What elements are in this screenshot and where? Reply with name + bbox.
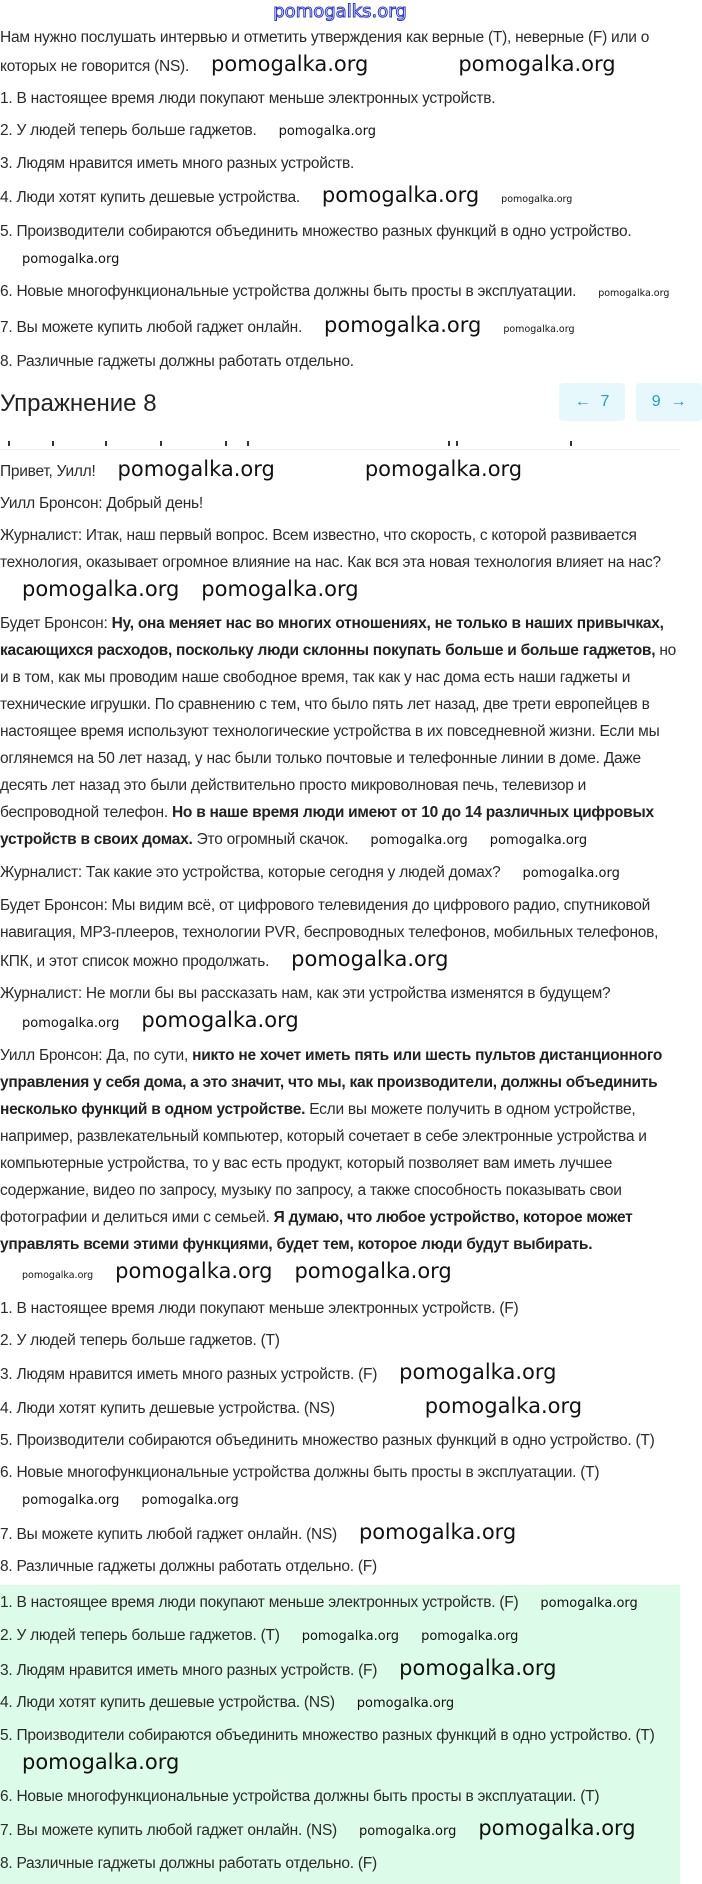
answer-text: 2. У людей теперь больше гаджетов. (T): [0, 1627, 280, 1644]
watermark-text: pomogalka.org: [22, 1750, 180, 1774]
interview-paragraph: [0, 859, 676, 887]
interview-paragraph: [0, 980, 676, 1037]
watermark-text: pomogalka.org: [370, 833, 468, 848]
statement: [0, 312, 676, 343]
watermark-text: pomogalka.org: [301, 1629, 400, 1644]
answer-text: 3. Людям нравится иметь много разных устройств. (F): [0, 1662, 378, 1679]
answer-text: 4. Люди хотят купить дешевые устройства. (NS): [0, 1400, 335, 1417]
answer-text: 3. Людям нравится иметь много разных устройств. (F): [0, 1366, 378, 1383]
watermark-text: pomogalka.org: [141, 1008, 299, 1032]
text: Уилл Бронсон: Добрый день!: [0, 495, 203, 512]
watermark-text: pomogalka.org: [458, 52, 616, 76]
interview-paragraph: [0, 892, 676, 975]
watermark-text: pomogalka.org: [364, 457, 523, 481]
answer: [0, 1589, 676, 1617]
text: Это огромный скачок.: [192, 831, 349, 848]
answer-text: 8. Различные гаджеты должны работать отдельно. (F): [0, 1855, 377, 1872]
statement-text: 4. Люди хотят купить дешевые устройства.: [0, 189, 300, 206]
watermark-text: pomogalka.org: [22, 577, 180, 601]
text: Журналист: Так какие это устройства, которые сегодня у людей домах?: [0, 864, 501, 881]
watermark-text: pomogalka.org: [201, 577, 359, 601]
statement: [0, 218, 676, 273]
answer-text: 1. В настоящее время люди покупают меньше электронных устройств. (F): [0, 1594, 519, 1611]
watermark-text: pomogalka.org: [294, 1259, 452, 1283]
watermark-text: pomogalka.org: [211, 52, 369, 76]
statement-text: 3. Людям нравится иметь много разных устройств.: [0, 155, 355, 172]
answer-text: 1. В настоящее время люди покупают меньше электронных устройств. (F): [0, 1300, 519, 1317]
answer-box: [0, 1585, 680, 1884]
bold-text: никто не хочет иметь пять или шесть пультов дистанционного управления у себя дома, а это значит, что мы, как производители, должны объединить несколько функций в одном устройстве.: [0, 1047, 663, 1118]
answer-text: 5. Производители собираются объединить множество разных функций в одно устройство. (T): [0, 1727, 655, 1744]
statement: [0, 85, 676, 112]
statement-text: 5. Производители собираются объединить множество разных функций в одно устройство.: [0, 223, 632, 240]
text: Журналист: Не могли бы вы рассказать нам, как эти устройства изменятся в будущем?: [0, 985, 611, 1002]
watermark-text: pomogalka.org: [278, 124, 376, 139]
exercise-header: [0, 383, 687, 435]
answer: [0, 1427, 676, 1454]
text: Привет, Уилл!: [0, 463, 96, 480]
answer: [0, 1655, 676, 1684]
statement-text: 2. У людей теперь больше гаджетов.: [0, 122, 257, 139]
watermark-text: pomogalka.org: [22, 1016, 120, 1031]
text: Если вы можете получить в одном устройстве, например, развлекательный компьютер, который сочетает в себе электронные устройства и компьютерные устройства, то у вас есть продукт, который позволяет вам иметь лучшее содержание, видео по запросу, музыку по запросу, а также способность показывать свои фотографии и делиться ими с семьей.: [0, 1101, 647, 1226]
answer: [0, 1459, 676, 1514]
statement: [0, 278, 676, 307]
answer-text: 5. Производители собираются объединить множество разных функций в одно устройство. (T): [0, 1432, 655, 1449]
answer: [0, 1519, 676, 1548]
watermark-text: pomogalka.org: [489, 833, 588, 848]
interview-text: [0, 456, 676, 1289]
answer-text: 2. У людей теперь больше гаджетов. (T): [0, 1332, 280, 1349]
answer: [0, 1393, 676, 1422]
arrow-left-icon: ←: [574, 393, 591, 410]
task-intro: [0, 24, 676, 80]
statement: [0, 117, 676, 145]
answer: [0, 1327, 676, 1354]
answer-text: 8. Различные гаджеты должны работать отдельно. (F): [0, 1558, 377, 1575]
next-label: 9: [651, 393, 661, 410]
watermark-text: pomogalka.org: [356, 1696, 455, 1711]
arrow-right-icon: →: [670, 393, 687, 410]
watermark-text: pomogalka.org: [522, 866, 620, 881]
answer-text: 7. Вы можете купить любой гаджет онлайн. (NS): [0, 1822, 337, 1839]
text: но и в том, как мы проводим наше свободное время, так как у нас дома есть наши гаджеты и технические игрушки. По сравнению с тем, что было пять лет назад, две трети европейцев в настоящее время используют технологические устройства в их повседневной жизни. Если мы оглянемся на 50 лет назад, у нас были только почтовые и телефонные линии в доме. Даже десять лет назад это были действительно просто микроволновая печь, телевизор и беспроводной телефон.: [0, 642, 677, 821]
answer: [0, 1815, 676, 1845]
answer-text: 4. Люди хотят купить дешевые устройства. (NS): [0, 1694, 335, 1711]
next-exercise-button[interactable]: [636, 383, 702, 421]
bold-text: Но в наше время люди имеют от 10 до 14 различных цифровых устройств в своих домах.: [0, 804, 654, 848]
bold-text: Ну, она меняет нас во многих отношениях, не только в наших привычках, касающихся расходов, поскольку люди склонны покупать больше и больше гаджетов,: [0, 615, 664, 659]
watermark-text: pomogalka.org: [399, 1656, 557, 1680]
statement: [0, 150, 676, 177]
interview-paragraph: [0, 490, 676, 517]
statement-text: 8. Различные гаджеты должны работать отдельно.: [0, 353, 354, 370]
interview-paragraph: [0, 1042, 676, 1289]
watermark-text: pomogalka.org: [22, 1493, 120, 1508]
text: Журналист: Итак, наш первый вопрос. Всем известно, что скорость, с которой развивается технология, оказывает огромное влияние на нас. Как вся эта новая технология влияет на нас?: [0, 527, 661, 571]
watermark-text: pomogalka.org: [141, 1493, 239, 1508]
answers-list: [0, 1295, 676, 1580]
answer: [0, 1850, 676, 1877]
statement: [0, 182, 676, 213]
task-section: [0, 24, 676, 375]
text: Уилл Бронсон: Да, по сути,: [0, 1047, 193, 1064]
page-title: Упражнение 8: [0, 390, 157, 417]
answer-text: 6. Новые многофункциональные устройства должны быть просты в эксплуатации. (T): [0, 1464, 600, 1481]
answer: [0, 1722, 676, 1778]
watermark-text: pomogalka.org: [424, 1394, 583, 1418]
statement: [0, 348, 676, 375]
top-watermark: pomogalks.org: [273, 1, 407, 22]
answers-list-highlighted: [0, 1589, 676, 1877]
watermark-text: pomogalka.org: [321, 183, 480, 207]
text: Будет Бронсон:: [0, 615, 112, 632]
answer-text: 7. Вы можете купить любой гаджет онлайн. (NS): [0, 1526, 337, 1543]
answer: [0, 1783, 676, 1810]
interview-paragraph: [0, 456, 676, 485]
watermark-text: pomogalka.org: [22, 252, 120, 267]
answer: [0, 1295, 676, 1322]
watermark-text: pomogalka.org: [540, 1596, 638, 1611]
watermark-text: pomogalka.org: [503, 324, 575, 335]
watermark-text: pomogalka.org: [115, 1259, 273, 1283]
answer: [0, 1359, 676, 1388]
answer: [0, 1622, 676, 1650]
watermark-text: pomogalka.org: [291, 947, 449, 971]
bold-text: Я думаю, что любое устройство, которое может управлять всеми этими функциями, будет тем, которое люди будут выбирать.: [0, 1209, 633, 1253]
prev-exercise-button[interactable]: [559, 383, 625, 421]
statement-text: 6. Новые многофункциональные устройства должны быть просты в эксплуатации.: [0, 283, 577, 300]
text: Будет Бронсон: Мы видим всё, от цифрового телевидения до цифрового радио, спутниковой навигация, MP3-плееров, технологии PVR, беспроводных телефонов, мобильных телефонов, КПК, и этот список можно продолжать.: [0, 897, 659, 970]
answer-text: 6. Новые многофункциональные устройства должны быть просты в эксплуатации. (T): [0, 1788, 600, 1805]
watermark-text: pomogalka.org: [358, 1520, 517, 1544]
prev-label: 7: [600, 393, 610, 410]
watermark-text: pomogalka.org: [598, 288, 670, 299]
statement-text: 7. Вы можете купить любой гаджет онлайн.: [0, 319, 303, 336]
answer: [0, 1553, 676, 1580]
watermark-text: pomogalka.org: [501, 194, 573, 205]
intro-text: Нам нужно послушать интервью и отметить утверждения как верные (T), неверные (F) или о которых не говорится (NS).: [0, 29, 650, 75]
watermark-text: pomogalka.org: [358, 1824, 457, 1839]
answer: [0, 1689, 676, 1717]
watermark-text: pomogalka.org: [324, 313, 482, 337]
watermark-text: pomogalka.org: [399, 1360, 557, 1384]
interview-paragraph: [0, 522, 676, 605]
watermark-text: pomogalka.org: [421, 1629, 519, 1644]
watermark-text: pomogalka.org: [117, 457, 275, 481]
divider: [0, 435, 680, 450]
interview-paragraph: [0, 610, 676, 854]
watermark-text: pomogalka.org: [478, 1816, 636, 1840]
watermark-text: pomogalka.org: [22, 1270, 94, 1281]
statement-text: 1. В настоящее время люди покупают меньше электронных устройств.: [0, 90, 496, 107]
